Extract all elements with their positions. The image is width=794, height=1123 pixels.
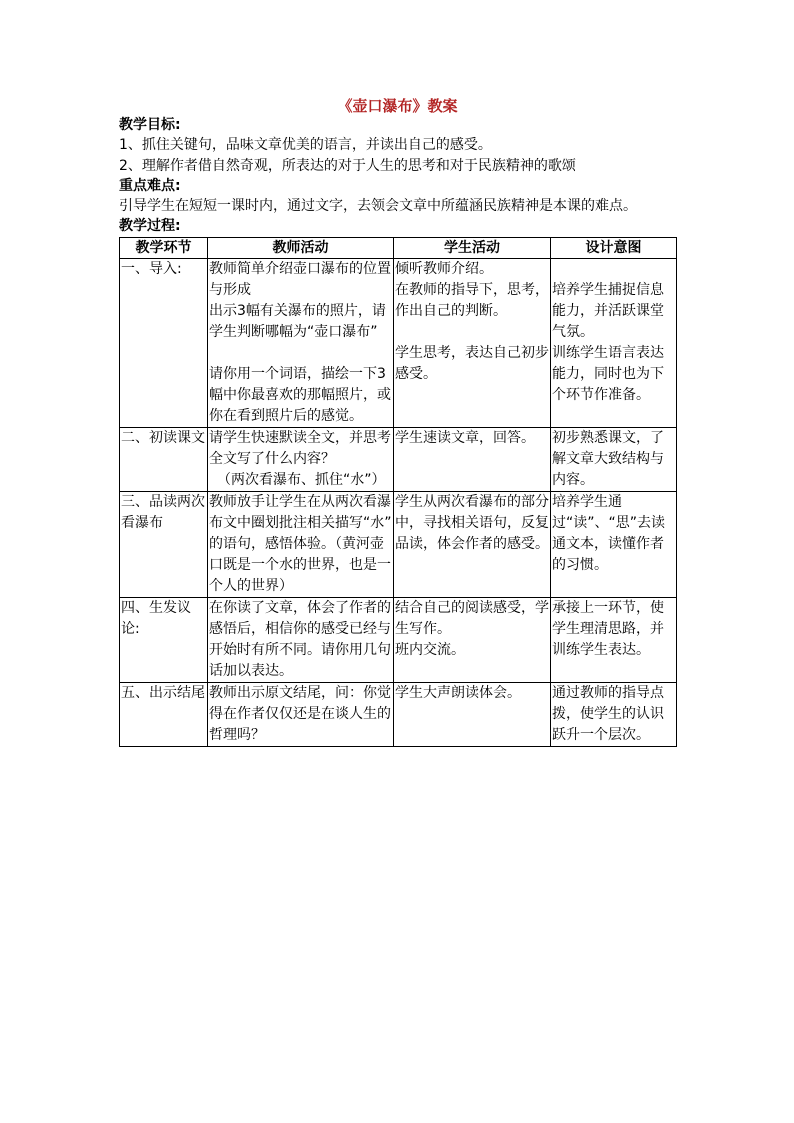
teacher-text: 在你读了文章，体会了作者的感悟后，相信你的感受已经与开始时有所不同。请你用几句话加以表达。: [209, 600, 391, 679]
student-cell: [394, 428, 551, 492]
lesson-table: [119, 237, 677, 747]
teacher-cell: [208, 683, 394, 747]
objective-2: 2、理解作者借自然奇观，所表达的对于人生的思考和对于民族精神的歌颂: [119, 158, 576, 174]
table-row: [120, 428, 677, 492]
teacher-text: 教师简单介绍壶口瀑布的位置与形成: [209, 261, 391, 298]
student-text: 在教师的指导下，思考，作出自己的判断。: [395, 282, 549, 319]
header-intent: 设计意图: [551, 238, 677, 259]
intent-text: 初步熟悉课文，了解文章大致结构与内容。: [552, 430, 664, 488]
student-text: 结合自己的阅读感受，学生写作。: [395, 600, 549, 637]
table-row: [120, 259, 677, 428]
stage-cell: 四、生发议论:: [120, 598, 208, 683]
intent-cell: [551, 259, 677, 428]
teacher-text: 教师放手让学生在从两次看瀑布文中圈划批注相关描写“水” 的语句，感悟体验。（黄河壶口既是一个水的世界，也是一个人的世界）: [209, 494, 392, 594]
table-row: [120, 492, 677, 598]
intent-text: 训练学生语言表达能力，同时也为下个环节作准备。: [552, 345, 664, 403]
teacher-text: 请你用一个词语，描绘一下3幅中你最喜欢的那幅照片，或你在看到照片后的感觉。: [209, 366, 391, 424]
title-main: 《壶口瀑布》: [337, 97, 428, 115]
student-text: 学生从两次看瀑布的部分中，寻找相关语句，反复品读，体会作者的感受。: [395, 494, 549, 552]
lesson-plan-page: [119, 96, 676, 747]
table-row: [120, 683, 677, 747]
table-row: [120, 598, 677, 683]
student-cell: [394, 683, 551, 747]
teacher-text: （两次看瀑布、抓住“水”）: [217, 472, 386, 488]
student-text: 倾听教师介绍。: [395, 261, 493, 277]
intent-text: 培养学生捕捉信息能力，并活跃课堂气氛。: [552, 282, 664, 340]
stage-cell: 二、初读课文: [120, 428, 208, 492]
process-heading: 教学过程:: [119, 218, 181, 234]
header-stage: 教学环节: [120, 238, 208, 259]
intent-cell: [551, 683, 677, 747]
document-title: [119, 96, 676, 116]
key-points-heading: 重点难点:: [119, 178, 181, 194]
header-student: 学生活动: [394, 238, 551, 259]
stage-cell: 三、品读两次看瀑布: [120, 492, 208, 598]
teacher-text: 教师出示原文结尾，问：你觉得在作者仅仅还是在谈人生的哲理吗？: [209, 685, 391, 743]
student-text: 学生大声朗读体会。: [395, 685, 521, 701]
intent-text: 培养学生通过“读”、“思”去读通文本，读懂作者的习惯。: [552, 494, 666, 573]
key-points-text: 引导学生在短短一课时内，通过文字，去领会文章中所蕴涵民族精神是本课的难点。: [119, 198, 637, 214]
intent-text: 承接上一环节，使学生理清思路，并训练学生表达。: [552, 600, 664, 658]
objectives-heading: 教学目标:: [119, 117, 181, 133]
stage-cell: 一、导入:: [120, 259, 208, 428]
student-text: 学生思考，表达自己初步感受。: [395, 345, 549, 382]
student-text: 班内交流。: [395, 642, 465, 658]
intent-cell: [551, 598, 677, 683]
student-cell: [394, 598, 551, 683]
student-cell: [394, 492, 551, 598]
teacher-cell: [208, 259, 394, 428]
student-cell: [394, 259, 551, 428]
objective-1: 1、抓住关键句，品味文章优美的语言，并读出自己的感受。: [119, 137, 492, 153]
teacher-text: 请学生快速默读全文，并思考全文写了什么内容？: [209, 430, 391, 467]
teacher-cell: [208, 598, 394, 683]
header-teacher: 教师活动: [208, 238, 394, 259]
student-text: 学生速读文章，回答。: [395, 430, 535, 446]
table-header-row: [120, 238, 677, 259]
stage-cell: 五、出示结尾: [120, 683, 208, 747]
teacher-text: 出示3幅有关瀑布的照片，请学生判断哪幅为“壶口瀑布”: [209, 303, 386, 340]
title-suffix: 教案: [427, 97, 458, 115]
teacher-cell: [208, 428, 394, 492]
intent-text: 通过教师的指导点拨，使学生的认识跃升一个层次。: [552, 685, 664, 743]
teacher-cell: [208, 492, 394, 598]
intent-cell: [551, 492, 677, 598]
intent-cell: [551, 428, 677, 492]
